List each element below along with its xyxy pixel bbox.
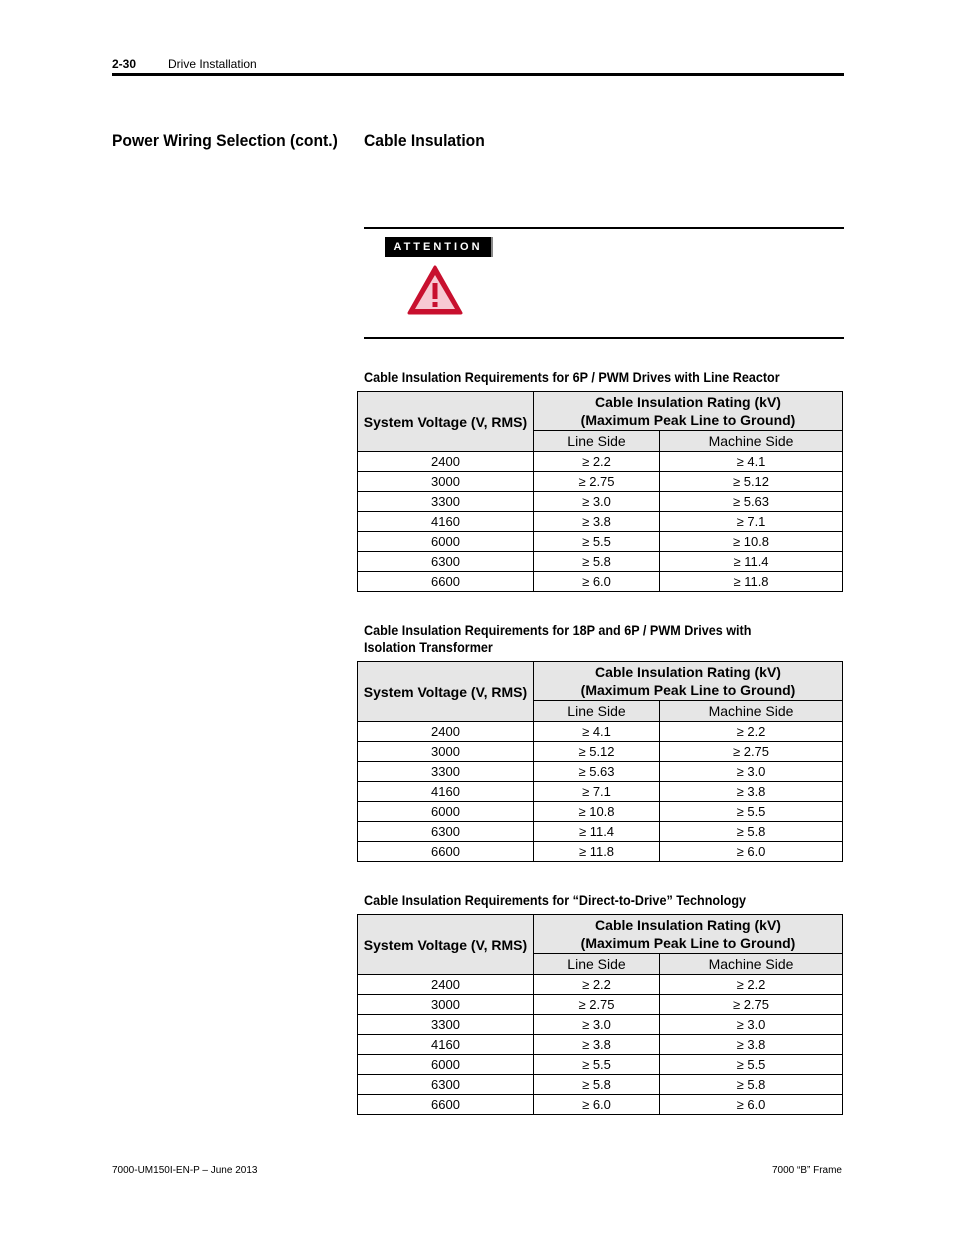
table-row — [358, 722, 843, 742]
line-side-cell: ≥ 3.0 — [534, 1015, 660, 1035]
machine-side-cell: ≥ 10.8 — [660, 532, 843, 552]
table-row — [358, 512, 843, 532]
machine-side-cell: ≥ 2.2 — [660, 722, 843, 742]
voltage-cell: 2400 — [358, 452, 534, 472]
voltage-cell: 3300 — [358, 492, 534, 512]
line-side-cell: ≥ 10.8 — [534, 802, 660, 822]
line-side-cell: ≥ 2.75 — [534, 995, 660, 1015]
table-row — [358, 842, 843, 862]
header-machine-side: Machine Side — [660, 954, 843, 975]
line-side-cell: ≥ 5.5 — [534, 1055, 660, 1075]
table-row — [358, 1075, 843, 1095]
header-rating-line-2: (Maximum Peak Line to Ground) — [580, 682, 796, 698]
table-row — [358, 995, 843, 1015]
header-rating-line-1: Cable Insulation Rating (kV) — [595, 394, 781, 410]
machine-side-cell: ≥ 6.0 — [660, 1095, 843, 1115]
table-3 — [357, 914, 843, 1115]
voltage-cell: 6000 — [358, 532, 534, 552]
table-row — [358, 742, 843, 762]
header-machine-side: Machine Side — [660, 701, 843, 722]
header-line-side: Line Side — [534, 701, 660, 722]
line-side-cell: ≥ 3.8 — [534, 1035, 660, 1055]
machine-side-cell: ≥ 11.8 — [660, 572, 843, 592]
subsection-title: Cable Insulation — [364, 131, 485, 150]
table-row — [358, 802, 843, 822]
voltage-cell: 6600 — [358, 1095, 534, 1115]
footer-product: 7000 “B” Frame — [771, 1165, 842, 1176]
header-rating-line-2: (Maximum Peak Line to Ground) — [580, 412, 796, 428]
machine-side-cell: ≥ 7.1 — [660, 512, 843, 532]
table-row — [358, 552, 843, 572]
chapter-title: Drive Installation — [168, 57, 257, 71]
line-side-cell: ≥ 5.5 — [534, 532, 660, 552]
machine-side-cell: ≥ 2.2 — [660, 975, 843, 995]
voltage-cell: 3000 — [358, 995, 534, 1015]
table-row — [358, 1055, 843, 1075]
machine-side-cell: ≥ 11.4 — [660, 552, 843, 572]
voltage-cell: 3000 — [358, 742, 534, 762]
line-side-cell: ≥ 6.0 — [534, 572, 660, 592]
machine-side-cell: ≥ 3.0 — [660, 762, 843, 782]
line-side-cell: ≥ 3.8 — [534, 512, 660, 532]
header-rating-line-1: Cable Insulation Rating (kV) — [595, 917, 781, 933]
table-1 — [357, 391, 843, 592]
line-side-cell: ≥ 11.4 — [534, 822, 660, 842]
header-line-side: Line Side — [534, 954, 660, 975]
voltage-cell: 6300 — [358, 552, 534, 572]
machine-side-cell: ≥ 4.1 — [660, 452, 843, 472]
page-number: 2-30 — [112, 57, 137, 71]
table-row — [358, 1095, 843, 1115]
line-side-cell: ≥ 6.0 — [534, 1095, 660, 1115]
voltage-cell: 4160 — [358, 782, 534, 802]
line-side-cell: ≥ 5.8 — [534, 1075, 660, 1095]
voltage-cell: 6000 — [358, 802, 534, 822]
line-side-cell: ≥ 7.1 — [534, 782, 660, 802]
voltage-cell: 3000 — [358, 472, 534, 492]
table-3-caption: Cable Insulation Requirements for “Direct-to-Drive” Technology — [364, 892, 747, 908]
attention-top-rule — [364, 227, 844, 229]
table-row — [358, 782, 843, 802]
machine-side-cell: ≥ 5.5 — [660, 802, 843, 822]
header-system-voltage: System Voltage (V, RMS) — [358, 662, 534, 722]
voltage-cell: 6600 — [358, 842, 534, 862]
line-side-cell: ≥ 2.2 — [534, 452, 660, 472]
header-machine-side: Machine Side — [660, 431, 843, 452]
table-row — [358, 532, 843, 552]
header-insulation-rating — [534, 662, 843, 701]
voltage-cell: 6300 — [358, 1075, 534, 1095]
machine-side-cell: ≥ 6.0 — [660, 842, 843, 862]
table-row — [358, 1015, 843, 1035]
machine-side-cell: ≥ 5.8 — [660, 822, 843, 842]
header-line-side: Line Side — [534, 431, 660, 452]
header-rating-line-1: Cable Insulation Rating (kV) — [595, 664, 781, 680]
table-2-caption: Cable Insulation Requirements for 18P and 6P / PWM Drives with Isolation Transformer — [364, 622, 752, 655]
table-row — [358, 762, 843, 782]
voltage-cell: 4160 — [358, 1035, 534, 1055]
machine-side-cell: ≥ 5.63 — [660, 492, 843, 512]
voltage-cell: 6300 — [358, 822, 534, 842]
machine-side-cell: ≥ 2.75 — [660, 742, 843, 762]
machine-side-cell: ≥ 3.8 — [660, 1035, 843, 1055]
section-title: Power Wiring Selection (cont.) — [112, 131, 338, 150]
voltage-cell: 3300 — [358, 1015, 534, 1035]
table-row — [358, 975, 843, 995]
voltage-cell: 2400 — [358, 722, 534, 742]
table-row — [358, 822, 843, 842]
header-system-voltage: System Voltage (V, RMS) — [358, 392, 534, 452]
machine-side-cell: ≥ 3.0 — [660, 1015, 843, 1035]
attention-bottom-rule — [364, 337, 844, 339]
machine-side-cell: ≥ 5.8 — [660, 1075, 843, 1095]
voltage-cell: 6600 — [358, 572, 534, 592]
table-row — [358, 492, 843, 512]
machine-side-cell: ≥ 3.8 — [660, 782, 843, 802]
line-side-cell: ≥ 3.0 — [534, 492, 660, 512]
machine-side-cell: ≥ 2.75 — [660, 995, 843, 1015]
header-rule — [112, 73, 844, 76]
machine-side-cell: ≥ 5.12 — [660, 472, 843, 492]
footer-document-id: 7000-UM150I-EN-P – June 2013 — [112, 1165, 258, 1176]
voltage-cell: 3300 — [358, 762, 534, 782]
table-row — [358, 1035, 843, 1055]
table-1-caption: Cable Insulation Requirements for 6P / PWM Drives with Line Reactor — [364, 369, 780, 385]
warning-triangle-icon — [406, 264, 464, 321]
header-system-voltage: System Voltage (V, RMS) — [358, 915, 534, 975]
table-2 — [357, 661, 843, 862]
voltage-cell: 4160 — [358, 512, 534, 532]
voltage-cell: 2400 — [358, 975, 534, 995]
line-side-cell: ≥ 11.8 — [534, 842, 660, 862]
header-insulation-rating — [534, 392, 843, 431]
line-side-cell: ≥ 5.63 — [534, 762, 660, 782]
voltage-cell: 6000 — [358, 1055, 534, 1075]
table-row — [358, 472, 843, 492]
machine-side-cell: ≥ 5.5 — [660, 1055, 843, 1075]
line-side-cell: ≥ 5.12 — [534, 742, 660, 762]
line-side-cell: ≥ 2.75 — [534, 472, 660, 492]
line-side-cell: ≥ 2.2 — [534, 975, 660, 995]
line-side-cell: ≥ 5.8 — [534, 552, 660, 572]
header-insulation-rating — [534, 915, 843, 954]
table-row — [358, 452, 843, 472]
attention-badge: ATTENTION — [385, 237, 493, 257]
table-row — [358, 572, 843, 592]
line-side-cell: ≥ 4.1 — [534, 722, 660, 742]
header-rating-line-2: (Maximum Peak Line to Ground) — [580, 935, 796, 951]
